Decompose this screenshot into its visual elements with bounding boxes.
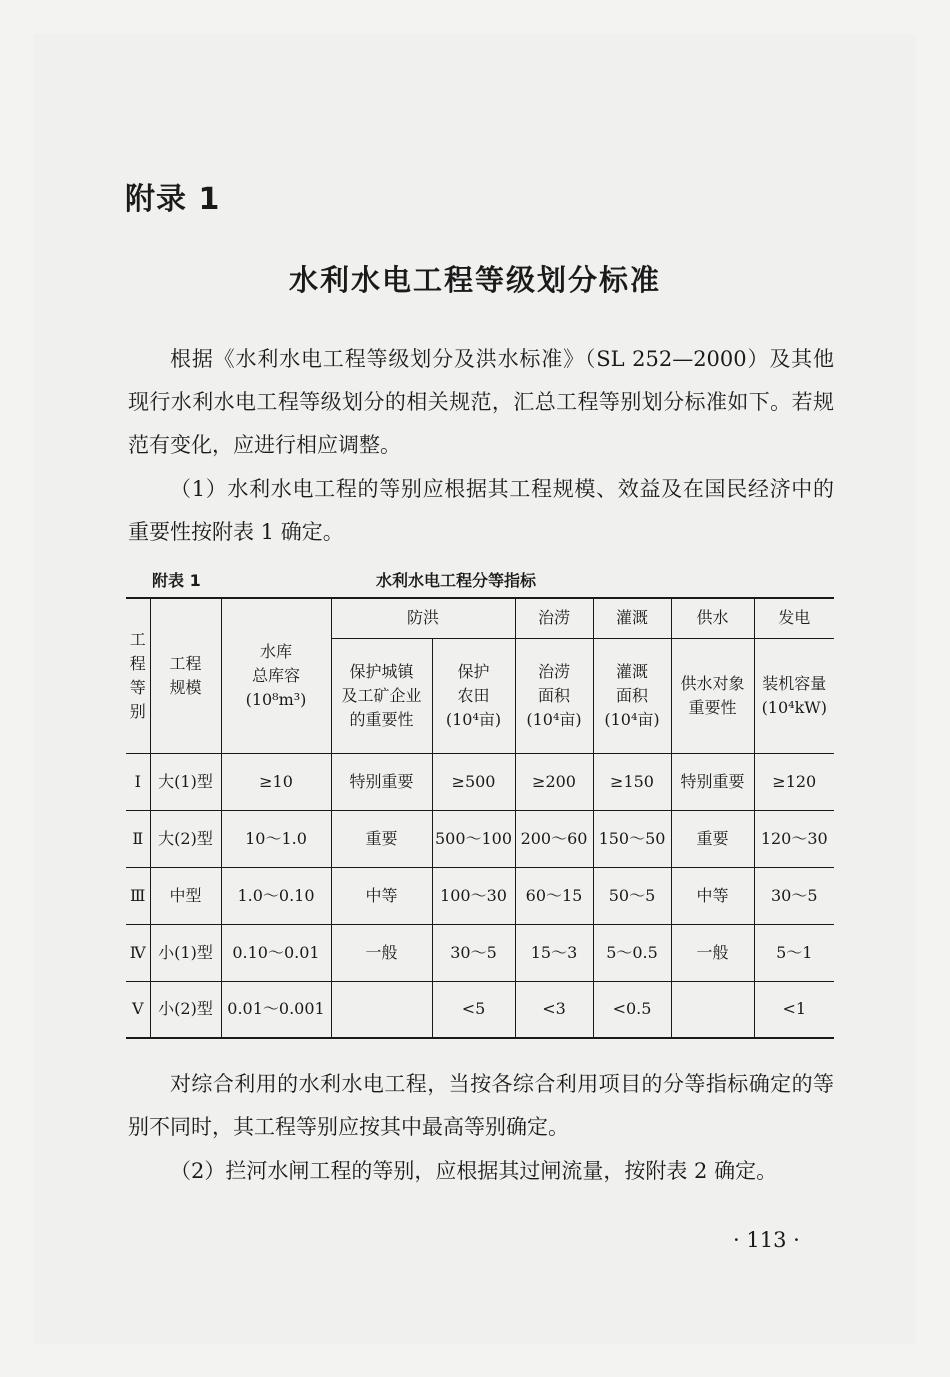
header-water-supply: 供水 — [671, 598, 754, 638]
cell-farm: 500～100 — [432, 810, 515, 867]
cell-power: 5～1 — [754, 924, 834, 981]
cell-irrigation: 5～0.5 — [593, 924, 671, 981]
cell-grade: Ⅴ — [126, 981, 150, 1038]
header-flood-farm: 保护 农田 (10⁴亩) — [432, 638, 515, 753]
cell-power: 30～5 — [754, 867, 834, 924]
cell-irrigation: 50～5 — [593, 867, 671, 924]
cell-farm: 30～5 — [432, 924, 515, 981]
appendix-label: 附录 1 — [125, 182, 221, 217]
intro-paragraph: 根据《水利水电工程等级划分及洪水标准》（SL 252—2000）及其他现行水利水电工程等级划分的相关规范，汇总工程等别划分标准如下。若规范有变化，应进行相应调整。 — [128, 347, 834, 457]
cell-reservoir: 1.0～0.10 — [221, 867, 331, 924]
cell-reservoir: 0.10～0.01 — [221, 924, 331, 981]
header-reservoir: 水库 总库容 (10⁸m³) — [221, 598, 331, 753]
cell-power: ≥120 — [754, 753, 834, 810]
table-row — [126, 981, 834, 1038]
cell-city: 特别重要 — [331, 753, 432, 810]
header-scale: 工程 规模 — [150, 598, 221, 753]
table-caption-title: 水利水电工程分等指标 — [376, 571, 537, 590]
header-water-supply-obj: 供水对象 重要性 — [671, 638, 754, 753]
cell-irrigation: 150～50 — [593, 810, 671, 867]
table-row — [126, 753, 834, 810]
header-flood-city: 保护城镇 及工矿企业 的重要性 — [331, 638, 432, 753]
clause-2-paragraph: （2）拦河水闸工程的等别，应根据其过闸流量，按附表 2 确定。 — [170, 1159, 778, 1183]
cell-scale: 小(1)型 — [150, 924, 221, 981]
cell-farm: ≥500 — [432, 753, 515, 810]
cell-reservoir: 10～1.0 — [221, 810, 331, 867]
header-irrigation: 灌溉 — [593, 598, 671, 638]
page-title: 水利水电工程等级划分标准 — [288, 263, 661, 297]
cell-supply: 中等 — [671, 867, 754, 924]
cell-city: 中等 — [331, 867, 432, 924]
cell-drainage: ≥200 — [515, 753, 593, 810]
cell-city: 一般 — [331, 924, 432, 981]
header-irrigation-area: 灌溉 面积 (10⁴亩) — [593, 638, 671, 753]
cell-scale: 小(2)型 — [150, 981, 221, 1038]
grade-table — [126, 597, 834, 1039]
header-drainage-area: 治涝 面积 (10⁴亩) — [515, 638, 593, 753]
cell-supply: 一般 — [671, 924, 754, 981]
table-row — [126, 810, 834, 867]
cell-drainage: 15～3 — [515, 924, 593, 981]
page-number: · 113 · — [733, 1228, 800, 1252]
cell-scale: 大(2)型 — [150, 810, 221, 867]
cell-city — [331, 981, 432, 1038]
cell-grade: Ⅱ — [126, 810, 150, 867]
cell-supply — [671, 981, 754, 1038]
cell-farm: 100～30 — [432, 867, 515, 924]
table-caption-number: 附表 1 — [152, 571, 201, 590]
cell-irrigation: ≥150 — [593, 753, 671, 810]
cell-farm: <5 — [432, 981, 515, 1038]
header-flood: 防洪 — [331, 598, 515, 638]
cell-scale: 中型 — [150, 867, 221, 924]
table-row — [126, 924, 834, 981]
cell-grade: Ⅳ — [126, 924, 150, 981]
cell-reservoir: ≥10 — [221, 753, 331, 810]
clause-1-paragraph: （1）水利水电工程的等别应根据其工程规模、效益及在国民经济中的重要性按附表 1 确定。 — [128, 477, 834, 544]
header-grade: 工 程 等 别 — [126, 598, 150, 753]
header-power: 发电 — [754, 598, 834, 638]
cell-power: <1 — [754, 981, 834, 1038]
cell-city: 重要 — [331, 810, 432, 867]
cell-grade: Ⅲ — [126, 867, 150, 924]
header-power-capacity: 装机容量 (10⁴kW) — [754, 638, 834, 753]
note-paragraph: 对综合利用的水利水电工程，当按各综合利用项目的分等指标确定的等别不同时，其工程等别应按其中最高等别确定。 — [128, 1072, 834, 1139]
cell-drainage: 200～60 — [515, 810, 593, 867]
cell-scale: 大(1)型 — [150, 753, 221, 810]
header-drainage: 治涝 — [515, 598, 593, 638]
cell-supply: 重要 — [671, 810, 754, 867]
cell-drainage: <3 — [515, 981, 593, 1038]
cell-reservoir: 0.01～0.001 — [221, 981, 331, 1038]
table-row — [126, 867, 834, 924]
cell-grade: Ⅰ — [126, 753, 150, 810]
cell-irrigation: <0.5 — [593, 981, 671, 1038]
cell-supply: 特别重要 — [671, 753, 754, 810]
cell-drainage: 60～15 — [515, 867, 593, 924]
cell-power: 120～30 — [754, 810, 834, 867]
